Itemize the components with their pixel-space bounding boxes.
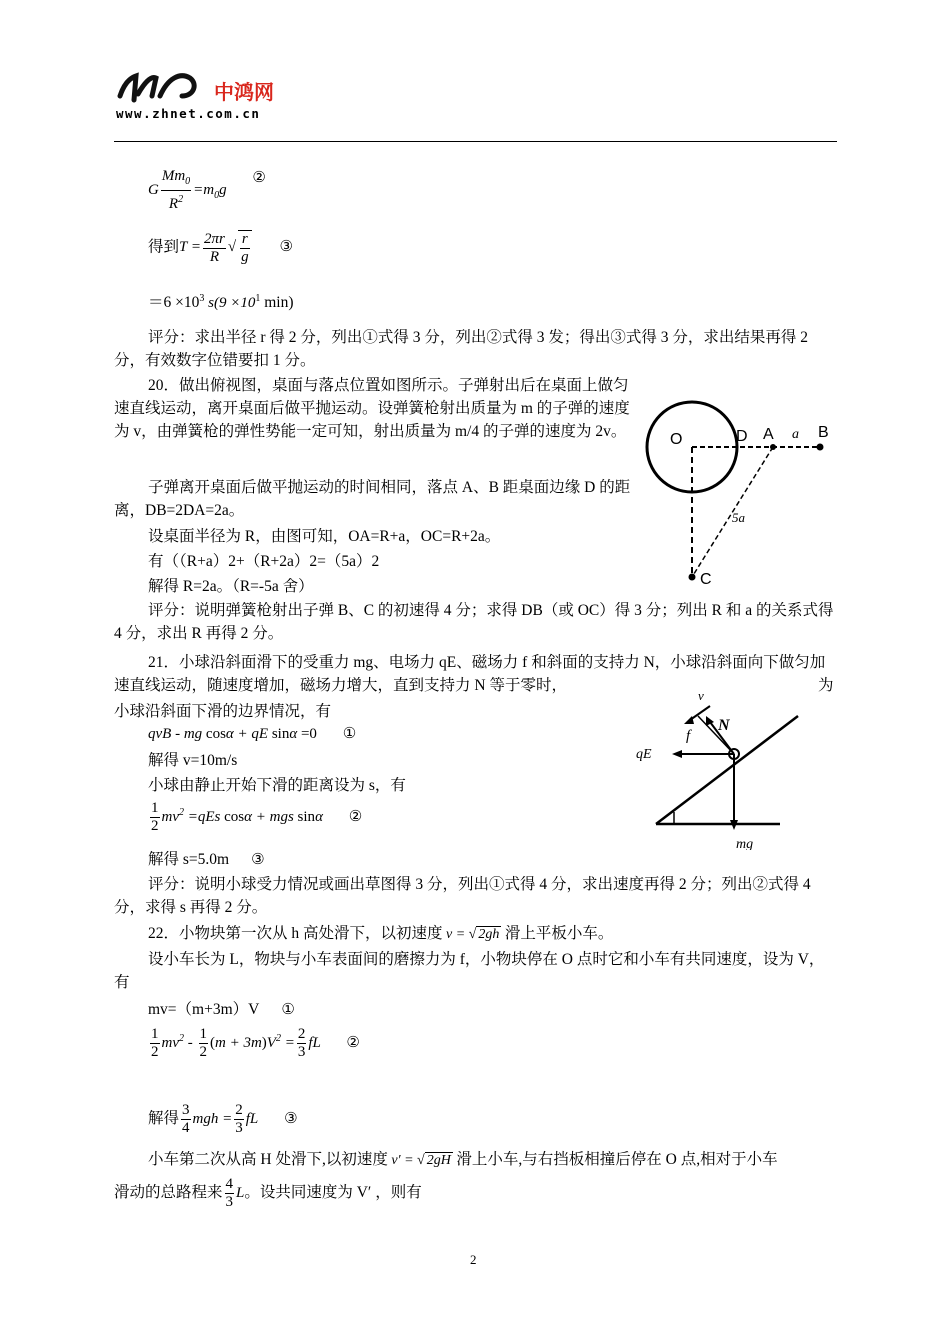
p22-line3: 小车第二次从高 H 处滑下,以初速度 v′ = √ 2gH 滑上小车,与右挡板相撞后停在 O 点,相对于小车	[148, 1151, 778, 1168]
label-O: O	[670, 431, 683, 448]
figure-21	[630, 682, 810, 850]
p21-line1b: 为	[818, 677, 834, 694]
p22-line2: 设小车长为 L，物块与小车表面间的磨擦力为 f，小物块停在 O 点时它和小车有共同速度，设为 V，有	[114, 951, 825, 991]
equation-gravity: G $\frac{Mm_0}{R^2}$ $=m_0g$ ②	[148, 167, 266, 212]
label-5a: 5a	[732, 510, 745, 525]
p22-equation3: 解得 $\frac{3}{4}$ mgh = $\frac{2}{3}$ fL ③	[148, 1102, 298, 1136]
label-A: A	[763, 426, 774, 443]
p21-line3: 解得 v=10m/s	[148, 752, 238, 769]
zhnet-logo-icon	[116, 66, 206, 106]
p20-line1: 20．做出俯视图，桌面与落点位置如图所示。子弹射出后在桌面上做匀速直线运动，离开桌面后做平抛运动。设弹簧枪射出质量为 m 的子弹的速度为 v，由弹簧枪的弹性势能一定可知，射出质量为 m/4 的子弹的速度为 2v。	[114, 377, 630, 440]
equation-mark: ②	[252, 167, 266, 186]
p21-score: 评分：说明小球受力情况或画出草图得 3 分，列出①式得 4 分，求出速度再得 2 分；列出②式得 4 分，求得 s 再得 2 分。	[114, 876, 811, 916]
header-rule	[114, 141, 837, 142]
p20-line3: 设桌面半径为 R，由图可知，OA=R+a，OC=R+2a。	[148, 528, 501, 545]
p22-equation1: mv=（m+3m）V ①	[148, 1000, 295, 1018]
logo-chinese-name: 中鸿网	[214, 80, 274, 104]
p22-equation2: $\frac{1}{2}$ $mv^2$ - $\frac{1}{2}$ $(m + 3m)V^2$ = $\frac{2}{3}$ fL ②	[151, 1026, 360, 1060]
figure-20	[640, 392, 840, 592]
svg-text:v: v	[698, 688, 704, 703]
equation-period: 得到T = $\frac{2\pi r}{R}$ √ $\frac{r}{g}$ ③	[148, 230, 293, 265]
label-C: C	[700, 571, 712, 588]
svg-text:qE: qE	[636, 747, 652, 762]
p22-line1: 22．小物块第一次从 h 高处滑下，以初速度 v = √ 2gh 滑上平板小车。	[148, 925, 614, 942]
p21-equation1: qvB - mg cosα + qE sinα =0 ①	[148, 724, 357, 742]
p21-line4: 小球由静止开始下滑的距离设为 s，有	[148, 777, 406, 794]
p21-line1a: 21．小球沿斜面滑下的受重力 mg、电场力 qE、磁场力 f 和斜面的支持力 N，小球沿斜面向下做匀加速直线运动，随速度增加，磁场力增大，直到支持力 N 等于零时，	[114, 654, 826, 694]
eq-prefix: 得到	[148, 238, 180, 256]
p20-score: 评分：说明弹簧枪射出子弹 B、C 的初速得 4 分；求得 DB（或 OC）得 3 分；列出 R 和 a 的关系式得 4 分，求出 R 再得 2 分。	[114, 602, 834, 642]
score-19: 评分：求出半径 r 得 2 分，列出①式得 3 分，列出②式得 3 发；得出③式得 3 分，求出结果再得 2 分，有效数字位错要扣 1 分。	[114, 329, 809, 369]
p20-line4: 有（（R+a）2+（R+2a）2=（5a）2	[148, 553, 380, 570]
page-number: 2	[470, 1252, 477, 1267]
svg-text:N: N	[718, 717, 730, 734]
logo-url: www.zhnet.com.cn	[116, 106, 261, 121]
p21-equation2: $\frac{1}{2}$ $mv^2 =qEs$ cosα + mgs sinα ②	[151, 800, 363, 834]
header-logo	[114, 58, 314, 128]
p22-line4: 滑动的总路程来 $\frac{4}{3}$ L。设共同速度为 V′ ，则有	[114, 1176, 422, 1210]
p21-line2: 小球沿斜面下滑的边界情况，有	[114, 703, 332, 720]
svg-text:mg: mg	[736, 837, 754, 850]
label-D: D	[736, 428, 748, 445]
label-B: B	[818, 424, 829, 441]
equation-mark: ③	[279, 237, 293, 256]
p20-line5: 解得 R=2a。（R=-5a 舍）	[148, 578, 314, 595]
p21-line5: 解得 s=5.0m ③	[148, 850, 265, 868]
equation-result: $=6 \times 10^3$ $s(9 \times 10^1$ min)	[148, 292, 294, 311]
svg-text:f: f	[686, 728, 691, 744]
label-a: a	[792, 427, 799, 442]
p20-line2: 子弹离开桌面后做平抛运动的时间相同，落点 A、B 距桌面边缘 D 的距离，DB=2DA=2a。	[114, 479, 631, 519]
